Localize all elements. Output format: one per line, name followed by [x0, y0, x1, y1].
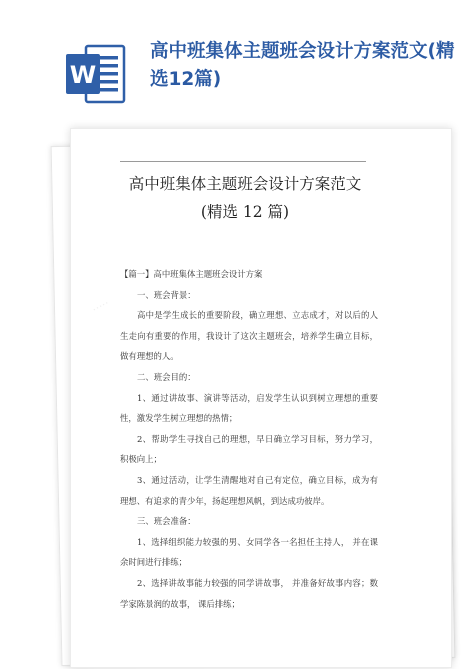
document-line: 做有理想的人。 [120, 351, 179, 362]
document-line: 性，激发学生树立理想的热情； [120, 413, 238, 424]
document-line: 三、班会准备： [137, 516, 196, 527]
document-line: 二、班会目的： [137, 371, 196, 382]
document-line: 2、帮助学生寻找自己的理想，早日确立学习目标，努力学习， [137, 433, 378, 444]
document-title [100, 170, 390, 226]
document-line: 3、通过活动，让学生清醒地对自己有定位，确立目标，成为有 [137, 474, 378, 485]
document-line: 余时间进行排练； [120, 557, 187, 568]
document-line: 2、选择讲故事能力较强的同学讲故事， 并准备好故事内容；数 [137, 577, 378, 588]
document-line: 生走向有重要的作用，我设计了这次主题班会，培养学生确立目标， [120, 330, 378, 341]
page-title: 高中班集体主题班会设计方案范文(精选12篇) [150, 41, 455, 90]
document-line: 学家陈景润的故事， 课后排练； [120, 598, 240, 609]
document-line: 【篇一】高中班集体主题班会设计方案 [120, 269, 263, 279]
document-line: 一、班会背景： [137, 289, 196, 300]
document-header-rule [120, 161, 366, 162]
word-icon-letter: W [69, 61, 97, 89]
document-line: 积极向上； [120, 454, 162, 465]
document-title-line-1: 高中班集体主题班会设计方案范文 [128, 175, 362, 193]
document-line: 高中是学生成长的重要阶段，确立理想、立志成才，对以后的人 [137, 310, 378, 321]
document-title-line-2: (精选 12 篇) [200, 203, 290, 221]
document-line: 理想、有追求的青少年，扬起理想风帆，到达成功彼岸。 [120, 495, 330, 506]
word-document-icon [64, 42, 128, 106]
document-line: 1、通过讲故事、演讲等活动，启发学生认识到树立理想的重要 [137, 392, 378, 403]
document-body [120, 264, 378, 614]
document-line: 1、选择组织能力较强的男、女同学各一名担任主持人， 并在课 [137, 536, 378, 547]
